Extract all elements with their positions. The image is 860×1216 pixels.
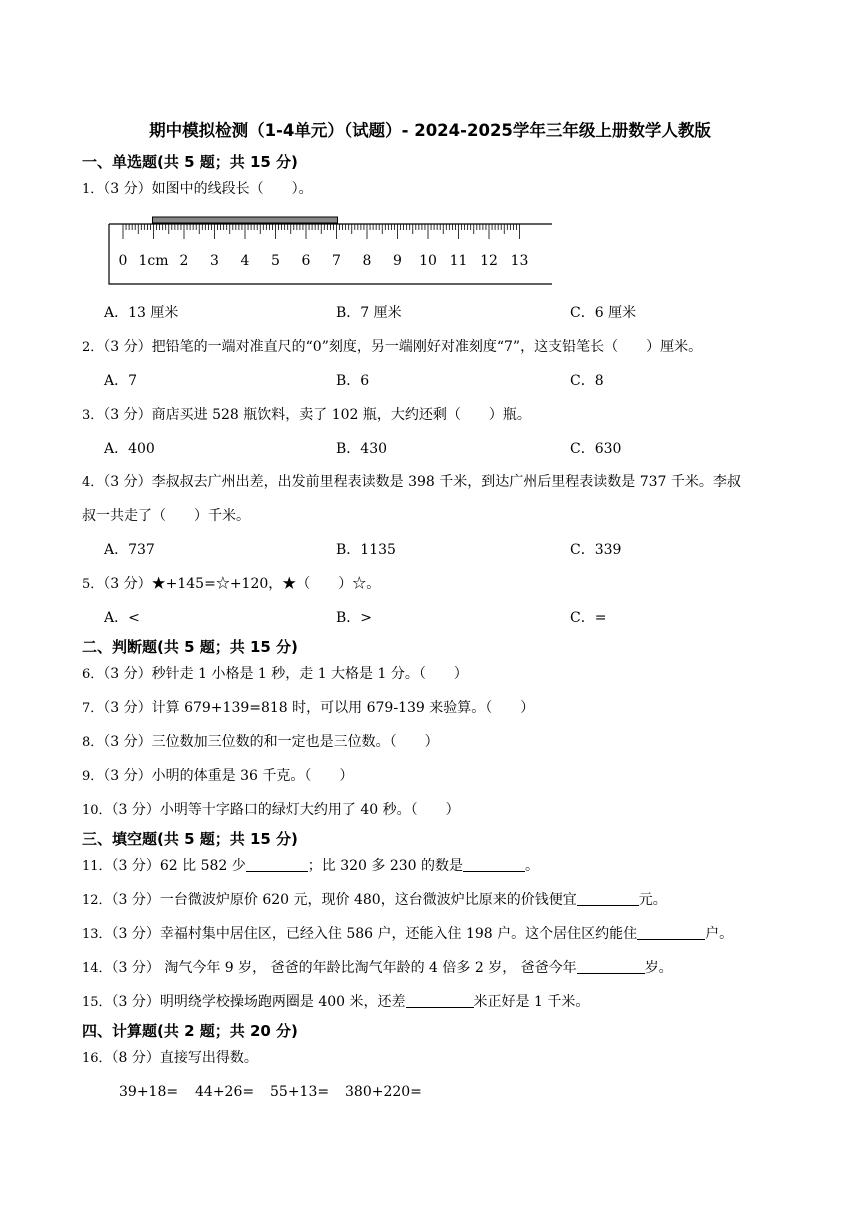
question-6	[82, 665, 468, 684]
q5-option-b[interactable]: B．>	[336, 610, 373, 626]
ruler-label: 7	[332, 253, 341, 269]
ruler-label: 5	[271, 253, 280, 269]
question-text: （3 分）如图中的线段长（ ）。	[103, 181, 313, 197]
ruler-figure	[108, 214, 558, 286]
q1-option-a[interactable]: A．13 厘米	[104, 305, 179, 321]
question-text: （3 分）★+145=☆+120，★（ ）☆。	[103, 576, 381, 592]
question-16	[82, 1049, 258, 1068]
calc-item[interactable]: 44+26=	[195, 1084, 255, 1100]
question-text: （3 分）李叔叔去广州出差，出发前里程表读数是 398 千米，到达广州后里程表读数是 737 千米。李叔	[103, 474, 741, 490]
line-segment	[153, 217, 338, 223]
ruler-label: 1cm	[138, 253, 169, 269]
page-title: 期中模拟检测（1-4单元）（试题）- 2024-2025学年三年级上册数学人教版	[149, 121, 711, 140]
question-number: 7．	[82, 701, 104, 716]
ruler-label: 0	[118, 253, 128, 269]
question-5	[82, 575, 380, 594]
question-7	[82, 699, 534, 718]
q4-option-b[interactable]: B．1135	[336, 542, 396, 558]
answer-blank[interactable]	[577, 959, 645, 974]
question-text: ；比 320 多 230 的数是	[307, 858, 464, 874]
question-1	[82, 180, 313, 199]
calc-item[interactable]: 39+18=	[119, 1084, 179, 1100]
question-number: 16．	[82, 1051, 112, 1066]
question-text: 户。	[705, 926, 734, 942]
answer-blank[interactable]	[637, 925, 705, 940]
question-text: （3 分）小明的体重是 36 千克。（ ）	[103, 768, 354, 784]
question-text: （3 分）秒针走 1 小格是 1 秒，走 1 大格是 1 分。（ ）	[103, 666, 468, 682]
question-number: 13．	[82, 927, 112, 942]
question-number: 1．	[82, 182, 104, 197]
question-text: （3 分）明明绕学校操场跑两圈是 400 米，还差	[111, 994, 406, 1010]
q4-option-a[interactable]: A．737	[104, 542, 155, 558]
question-9	[82, 767, 353, 786]
q3-option-a[interactable]: A．400	[104, 441, 155, 457]
q2-option-a[interactable]: A．7	[104, 373, 138, 389]
ruler-label: 10	[419, 253, 437, 269]
q3-option-c[interactable]: C．630	[570, 441, 622, 457]
question-3	[82, 406, 531, 425]
q2-option-b[interactable]: B．6	[336, 373, 370, 389]
question-number: 2．	[82, 340, 104, 355]
q5-option-a[interactable]: A．<	[104, 610, 140, 626]
calc-item[interactable]: 380+220=	[345, 1084, 422, 1100]
q2-option-c[interactable]: C．8	[570, 373, 604, 389]
question-number: 8．	[82, 735, 104, 750]
question-number: 3．	[82, 408, 104, 423]
question-text: （8 分）直接写出得数。	[111, 1050, 258, 1066]
question-text: （3 分）一台微波炉原价 620 元，现价 480，这台微波炉比原来的价钱便宜	[111, 892, 577, 908]
question-text: 米正好是 1 千米。	[473, 994, 590, 1010]
question-number: 11．	[82, 859, 112, 874]
section-calculation: 四、计算题(共 2 题；共 20 分)	[82, 1022, 298, 1040]
section-fill-blank: 三、填空题(共 5 题；共 15 分)	[82, 830, 298, 848]
question-number: 14．	[82, 961, 112, 976]
question-number: 15．	[82, 995, 112, 1010]
question-text: （3 分）三位数加三位数的和一定也是三位数。（ ）	[103, 734, 439, 750]
question-number: 4．	[82, 475, 104, 490]
section-single-choice: 一、单选题(共 5 题；共 15 分)	[82, 153, 298, 171]
answer-blank[interactable]	[246, 857, 308, 872]
question-text: （3 分）小明等十字路口的绿灯大约用了 40 秒。（ ）	[111, 802, 460, 818]
question-text: （3 分）把铅笔的一端对准直尺的“0”刻度，另一端刚好对准刻度“7”，这支铅笔长（ ）厘米。	[103, 339, 703, 355]
q1-option-b[interactable]: B．7 厘米	[336, 305, 402, 321]
question-text: 。	[525, 858, 540, 874]
question-number: 10．	[82, 803, 112, 818]
question-12	[82, 891, 667, 910]
q5-option-c[interactable]: C．=	[570, 610, 607, 626]
answer-blank[interactable]	[463, 857, 525, 872]
ruler-label: 4	[240, 253, 250, 269]
question-number: 5．	[82, 577, 104, 592]
q3-option-b[interactable]: B．430	[336, 441, 388, 457]
question-11	[82, 857, 539, 876]
question-10	[82, 801, 460, 820]
ruler-label: 11	[449, 253, 468, 269]
question-14	[82, 959, 673, 978]
answer-blank[interactable]	[406, 993, 474, 1008]
question-number: 12．	[82, 893, 112, 908]
q1-option-c[interactable]: C．6 厘米	[570, 305, 637, 321]
ruler-label: 2	[179, 253, 189, 269]
question-number: 9．	[82, 769, 104, 784]
question-text: 元。	[638, 892, 667, 908]
question-8	[82, 733, 439, 752]
question-text: （3 分）商店买进 528 瓶饮料，卖了 102 瓶，大约还剩（ ）瓶。	[103, 407, 531, 423]
question-text: （3 分） 淘气今年 9 岁， 爸爸的年龄比淘气年龄的 4 倍多 2 岁， 爸爸今年	[111, 960, 577, 976]
ruler-label: 13	[510, 253, 529, 269]
ruler-label: 12	[480, 253, 498, 269]
question-text: （3 分）62 比 582 少	[111, 858, 246, 874]
question-4-line-2: 叔一共走了（ ）千米。	[82, 508, 250, 524]
question-text: 岁。	[644, 960, 673, 976]
q4-option-c[interactable]: C．339	[570, 542, 622, 558]
question-text: （3 分）计算 679+139=818 时，可以用 679-139 来验算。（ ）	[103, 700, 535, 716]
question-13	[82, 925, 733, 944]
question-4	[82, 473, 741, 492]
ruler-label: 6	[301, 253, 311, 269]
question-number: 6．	[82, 667, 104, 682]
ruler-label: 9	[393, 253, 402, 269]
answer-blank[interactable]	[577, 891, 639, 906]
question-text: （3 分）幸福村集中居住区，已经入住 586 户，还能入住 198 户。这个居住区约能住	[111, 926, 638, 942]
ruler-label: 8	[362, 253, 372, 269]
question-2	[82, 338, 702, 357]
section-true-false: 二、判断题(共 5 题；共 15 分)	[82, 638, 298, 656]
ruler-label: 3	[210, 253, 219, 269]
calc-item[interactable]: 55+13=	[270, 1084, 330, 1100]
question-15	[82, 993, 589, 1012]
